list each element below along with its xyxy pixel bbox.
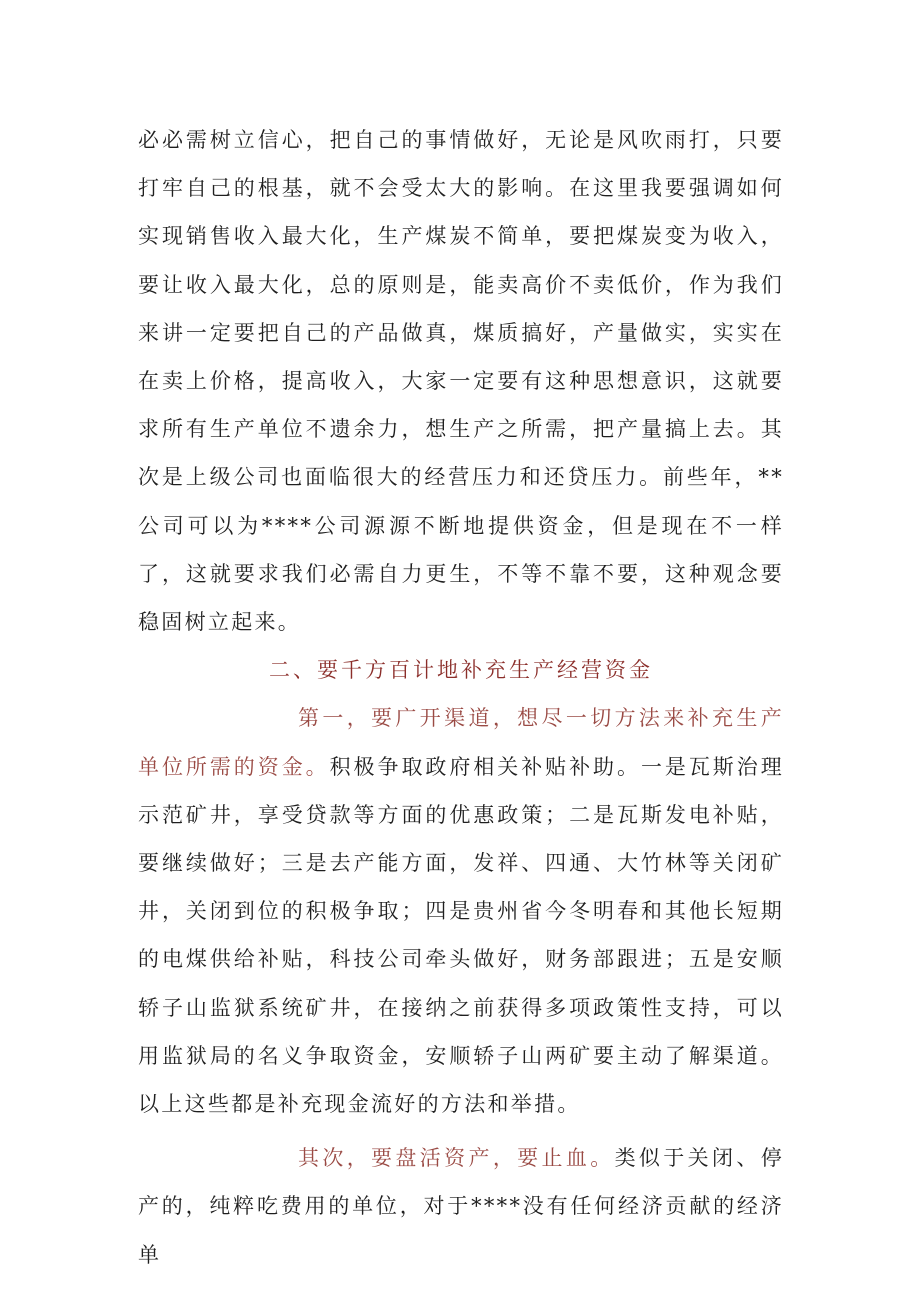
paragraph-2 bbox=[138, 694, 784, 1128]
paragraph-3-body: 类似于关闭、停产的，纯粹吃费用的单位，对于****没有任何经济贡献的经济单 bbox=[138, 1146, 784, 1267]
paragraph-2-body: 积极争取政府相关补贴补助。一是瓦斯治理示范矿井，享受贷款等方面的优惠政策；二是瓦斯发电补贴，要继续做好；三是去产能方面，发祥、四通、大竹林等关闭矿井，关闭到位的积极争取；四是贵州省今冬明春和其他长短期的电煤供给补贴，科技公司牵头做好，财务部跟进；五是安顺轿子山监狱系统矿井，在接纳之前获得多项政策性支持，可以用监狱局的名义争取资金，安顺轿子山两矿要主动了解渠道。以上这些都是补充现金流好的方法和举措。 bbox=[138, 754, 785, 1117]
document-body bbox=[138, 116, 784, 1279]
paragraph-2-lead: 第一，要广开渠道，想尽一切方法来补充生产单位所需的资金。 bbox=[138, 706, 784, 779]
paragraph-3 bbox=[138, 1134, 784, 1279]
paragraph-3-lead: 其次，要盘活资产，要止血。 bbox=[298, 1146, 615, 1171]
paragraph-1: 必必需树立信心，把自己的事情做好，无论是风吹雨打，只要打牢自己的根基，就不会受太大的影响。在这里我要强调如何实现销售收入最大化，生产煤炭不简单，要把煤炭变为收入，要让收入最大化，总的原则是，能卖高价不卖低价，作为我们来讲一定要把自己的产品做真，煤质搞好，产量做实，实实在在卖上价格，提高收入，大家一定要有这种思想意识，这就要求所有生产单位不遗余力，想生产之所需，把产量搞上去。其次是上级公司也面临很大的经营压力和还贷压力。前些年，**公司可以为****公司源源不断地提供资金，但是现在不一样了，这就要求我们必需自力更生，不等不靠不要，这种观念要稳固树立起来。 bbox=[138, 128, 784, 635]
section-heading-2: 二、要千方百计地补充生产经营资金 bbox=[269, 658, 653, 683]
